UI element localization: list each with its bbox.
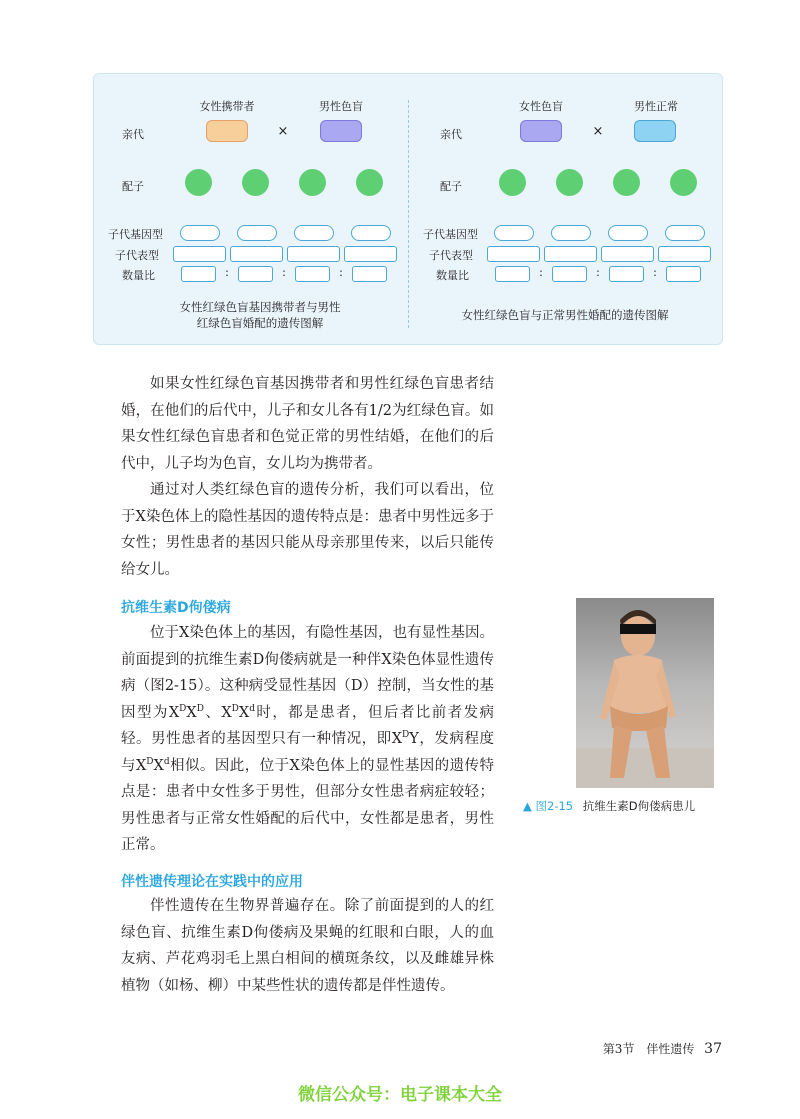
left-ratio-blank-3 — [295, 266, 330, 282]
left-phenotype-label: 子代表型 — [115, 249, 159, 262]
right-ratio-blank-2 — [552, 266, 587, 282]
wechat-watermark: 微信公众号：电子课本大全 — [298, 1085, 502, 1105]
left-ratio-colon-1: : — [225, 266, 229, 279]
left-genotype-blank-3 — [294, 225, 334, 241]
left-gamete-1 — [185, 169, 212, 196]
left-ratio-blank-2 — [238, 266, 273, 282]
diagram-divider — [408, 100, 409, 328]
right-male-label: 男性正常 — [634, 100, 678, 113]
figure-caption-text: 抗维生素D佝偻病患儿 — [582, 799, 696, 813]
right-phenotype-blank-4 — [658, 246, 711, 262]
figure-number: 图2-15 — [535, 799, 574, 813]
right-ratio-blank-3 — [609, 266, 644, 282]
left-gamete-2 — [242, 169, 269, 196]
left-genotype-blank-1 — [180, 225, 220, 241]
figure-marker-icon: ▲ — [523, 799, 532, 813]
section-heading-vitamin-d-rickets: 抗维生素D佝偻病 — [121, 600, 231, 616]
left-parent-label: 亲代 — [122, 128, 144, 141]
paragraph-recessive-traits: 通过对人类红绿色盲的遗传分析，我们可以看出，位于X染色体上的隐性基因的遗传特点是：患者中男性远多于女性；男性患者的基因只能从母亲那里传来，以后只能传给女儿。 — [121, 482, 494, 578]
left-ratio-label: 数量比 — [122, 269, 155, 282]
right-ratio-label: 数量比 — [436, 269, 469, 282]
right-phenotype-blank-1 — [487, 246, 540, 262]
left-phenotype-blank-3 — [287, 246, 340, 262]
right-genotype-blank-1 — [494, 225, 534, 241]
right-genotype-blank-2 — [551, 225, 591, 241]
left-ratio-blank-4 — [352, 266, 387, 282]
right-gamete-4 — [670, 169, 697, 196]
left-male-label: 男性色盲 — [319, 100, 363, 113]
left-phenotype-blank-4 — [344, 246, 397, 262]
right-gamete-3 — [613, 169, 640, 196]
left-genotype-blank-4 — [351, 225, 391, 241]
paragraph-colorblind-marriage: 如果女性红绿色盲基因携带者和男性红绿色盲患者结婚，在他们的后代中，儿子和女儿各有1/2为红绿色盲。如果女性红绿色盲患者和色觉正常的男性结婚，在他们的后代中，儿子均为色盲，女儿均为携带者。 — [121, 376, 494, 472]
footer-section-title: 第3节 伴性遗传 — [602, 1042, 695, 1056]
right-ratio-blank-1 — [495, 266, 530, 282]
left-colorblind-male-box — [320, 120, 362, 142]
left-cross-symbol: × — [277, 124, 289, 139]
left-ratio-colon-2: : — [282, 266, 286, 279]
child-figure-illustration — [576, 598, 714, 788]
right-female-label: 女性色盲 — [519, 100, 563, 113]
left-phenotype-blank-1 — [173, 246, 226, 262]
left-diagram-caption: 女性红绿色盲基因携带者与男性 红绿色盲婚配的遗传图解 — [179, 300, 341, 330]
section-heading-sex-linked-applications: 伴性遗传理论在实践中的应用 — [121, 874, 303, 890]
right-normal-male-box — [634, 120, 676, 142]
left-female-label: 女性携带者 — [199, 100, 255, 113]
right-gamete-1 — [499, 169, 526, 196]
right-colorblind-female-box — [520, 120, 562, 142]
left-ratio-colon-3: : — [339, 266, 343, 279]
paragraph-dominant-traits: 位于X染色体上的基因，有隐性基因，也有显性基因。前面提到的抗维生素D佝偻病就是一种伴X染色体显性遗传病（图2-15）。这种病受显性基因（D）控制，当女性的基因型为$X^DX^D$、$X^DX^d$时，都是患者，但后者比前者发病轻。男性患者的基因型只有一种情况，即$X^DY$，发病程度与$X^DX^d$相似。因此，位于X染色体上的显性基因的遗传特点是：患者中女性多于男性，但部分女性患者病症较轻；男性患者与正常女性婚配的后代中，女性都是患者，男性正常。 — [121, 625, 495, 853]
right-phenotype-blank-2 — [544, 246, 597, 262]
right-gamete-2 — [556, 169, 583, 196]
right-ratio-blank-4 — [666, 266, 701, 282]
left-gamete-label: 配子 — [122, 180, 144, 193]
right-cross-symbol: × — [592, 124, 604, 139]
left-carrier-female-box — [206, 120, 248, 142]
page-number: 37 — [704, 1041, 722, 1057]
right-genotype-blank-3 — [608, 225, 648, 241]
right-diagram-caption: 女性红绿色盲与正常男性婚配的遗传图解 — [461, 308, 669, 322]
paragraph-sex-linked-applications: 伴性遗传在生物界普遍存在。除了前面提到的人的红绿色盲、抗维生素D佝偻病及果蝇的红眼和白眼，人的血友病、芦花鸡羽毛上黑白相间的横斑条纹，以及雌雄异株植物（如杨、柳）中某些性状的遗传都是伴性遗传。 — [121, 898, 494, 994]
page-footer — [603, 1040, 722, 1057]
right-ratio-colon-3: : — [653, 266, 657, 279]
right-genotype-label: 子代基因型 — [423, 228, 478, 241]
left-genotype-blank-2 — [237, 225, 277, 241]
right-phenotype-label: 子代表型 — [429, 249, 473, 262]
right-phenotype-blank-3 — [601, 246, 654, 262]
left-gamete-3 — [299, 169, 326, 196]
right-ratio-colon-2: : — [596, 266, 600, 279]
right-parent-label: 亲代 — [440, 128, 462, 141]
figure-caption — [523, 798, 695, 814]
rickets-child-photo — [576, 598, 714, 788]
left-phenotype-blank-2 — [230, 246, 283, 262]
right-genotype-blank-4 — [665, 225, 705, 241]
right-gamete-label: 配子 — [440, 180, 462, 193]
right-ratio-colon-1: : — [539, 266, 543, 279]
left-gamete-4 — [356, 169, 383, 196]
left-genotype-label: 子代基因型 — [108, 228, 163, 241]
left-ratio-blank-1 — [181, 266, 216, 282]
